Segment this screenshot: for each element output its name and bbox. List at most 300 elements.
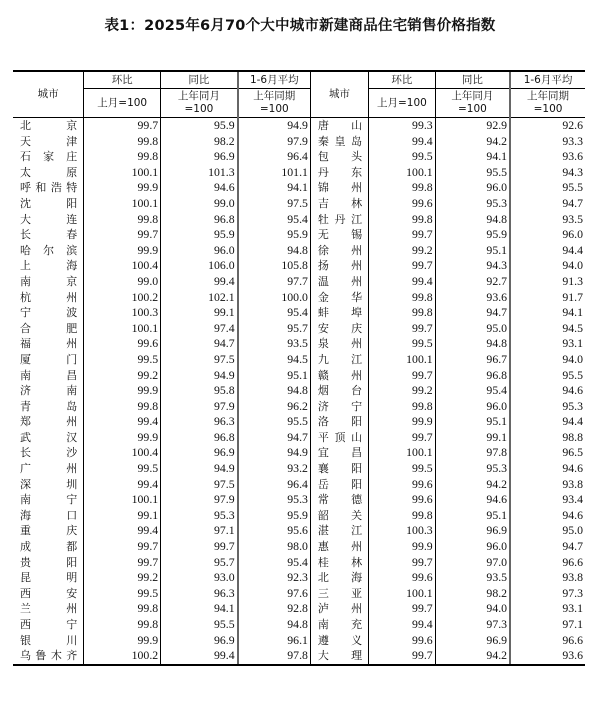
city-name — [13, 477, 84, 493]
city-name — [310, 165, 368, 181]
city-name-chars: 上 海 — [20, 259, 78, 273]
city-name-chars: 南 京 — [20, 274, 78, 288]
yoy-value: 95.5 — [161, 617, 238, 633]
city-name — [13, 305, 84, 321]
avg-value: 94.4 — [510, 243, 585, 259]
city-name — [310, 633, 368, 649]
mom-value: 99.5 — [369, 149, 436, 165]
city-name — [310, 523, 368, 539]
avg-value: 92.6 — [510, 118, 585, 134]
mom-value: 99.7 — [84, 227, 161, 243]
mom-value: 99.9 — [84, 383, 161, 399]
city-name-chars: 银 川 — [20, 633, 78, 647]
yoy-value: 96.8 — [161, 212, 238, 228]
city-name — [13, 258, 84, 274]
city-name-chars: 唐 山 — [317, 119, 363, 132]
city-name-chars: 大 理 — [317, 649, 363, 663]
yoy-value: 93.0 — [161, 570, 238, 586]
yoy-value: 96.9 — [161, 149, 238, 165]
city-name-chars: 济 南 — [20, 384, 78, 398]
city-name-chars: 南 宁 — [20, 493, 78, 507]
yoy-value: 97.5 — [161, 352, 238, 368]
yoy-value: 94.6 — [435, 492, 510, 508]
city-name-chars: 泸 州 — [317, 602, 363, 616]
city-name — [13, 399, 84, 415]
city-name-chars: 秦 皇 岛 — [317, 134, 363, 148]
city-name-chars: 岳 阳 — [317, 477, 363, 491]
mom-value: 99.9 — [84, 180, 161, 196]
city-name — [13, 445, 84, 461]
city-name — [310, 492, 368, 508]
mom-value: 99.8 — [369, 399, 436, 415]
avg-value: 97.6 — [238, 586, 311, 602]
mom-value: 99.0 — [84, 274, 161, 290]
yoy-value: 97.4 — [161, 321, 238, 337]
yoy-value: 97.9 — [161, 399, 238, 415]
city-name-chars: 郑 州 — [20, 415, 78, 429]
city-name — [310, 352, 368, 368]
table-row — [13, 212, 585, 228]
city-name — [310, 601, 368, 617]
yoy-value: 99.0 — [161, 196, 238, 212]
mom-value: 99.5 — [84, 352, 161, 368]
city-name-chars: 昆 明 — [20, 571, 78, 585]
table-row — [13, 492, 585, 508]
city-name-chars: 天 津 — [20, 134, 78, 148]
table-row — [13, 383, 585, 399]
yoy-value: 96.8 — [435, 368, 510, 384]
city-name — [310, 290, 368, 306]
city-name — [13, 414, 84, 430]
yoy-value: 92.9 — [435, 118, 510, 134]
avg-value: 97.8 — [238, 648, 311, 665]
city-name — [13, 336, 84, 352]
city-name — [310, 570, 368, 586]
yoy-value: 97.0 — [435, 555, 510, 571]
yoy-value: 99.7 — [161, 539, 238, 555]
city-name — [310, 414, 368, 430]
city-name-chars: 青 岛 — [20, 399, 78, 413]
yoy-value: 102.1 — [161, 290, 238, 306]
avg-value: 97.5 — [238, 196, 311, 212]
avg-value: 94.6 — [510, 383, 585, 399]
yoy-value: 95.8 — [161, 383, 238, 399]
avg-value: 96.6 — [510, 633, 585, 649]
mom-value: 99.7 — [369, 601, 436, 617]
header-mom: 环比 — [84, 71, 161, 89]
mom-value: 100.1 — [369, 586, 436, 602]
avg-value: 95.4 — [238, 305, 311, 321]
city-name-chars: 哈 尔 滨 — [20, 243, 78, 257]
mom-value: 100.1 — [369, 352, 436, 368]
avg-value: 93.5 — [238, 336, 311, 352]
avg-value: 98.0 — [238, 539, 311, 555]
mom-value: 99.2 — [84, 368, 161, 384]
table-row — [13, 258, 585, 274]
yoy-value: 97.9 — [161, 492, 238, 508]
header-city-right: 城市 — [310, 71, 368, 118]
city-name — [13, 180, 84, 196]
yoy-value: 94.1 — [435, 149, 510, 165]
yoy-value: 94.9 — [161, 368, 238, 384]
avg-value: 94.0 — [510, 258, 585, 274]
mom-value: 99.4 — [84, 477, 161, 493]
mom-value: 100.1 — [84, 492, 161, 508]
yoy-value: 101.3 — [161, 165, 238, 181]
city-name — [310, 648, 368, 665]
mom-value: 99.5 — [84, 586, 161, 602]
city-name — [310, 243, 368, 259]
mom-value: 99.9 — [84, 633, 161, 649]
mom-value: 100.3 — [84, 305, 161, 321]
city-name — [13, 383, 84, 399]
yoy-value: 97.1 — [161, 523, 238, 539]
mom-value: 99.2 — [84, 570, 161, 586]
header-yoy: 同比 — [161, 71, 238, 89]
avg-value: 94.6 — [510, 508, 585, 524]
city-name — [310, 539, 368, 555]
city-name-chars: 宁 波 — [20, 306, 78, 320]
city-name-chars: 赣 州 — [317, 368, 363, 382]
mom-value: 99.6 — [369, 492, 436, 508]
city-name-chars: 长 春 — [20, 228, 78, 242]
yoy-value: 95.3 — [161, 508, 238, 524]
header-avg-base-right: 上年同期 =100 — [510, 89, 585, 118]
header-yoy-right: 同比 — [435, 71, 510, 89]
header-yoy-base: 上年同月 =100 — [161, 89, 238, 118]
city-name — [310, 149, 368, 165]
city-name-chars: 丹 东 — [317, 165, 363, 179]
table-row — [13, 290, 585, 306]
table-row — [13, 352, 585, 368]
avg-value: 95.5 — [238, 414, 311, 430]
city-name-chars: 长 沙 — [20, 446, 78, 460]
table-row — [13, 227, 585, 243]
table-row — [13, 414, 585, 430]
mom-value: 99.4 — [369, 134, 436, 150]
mom-value: 99.7 — [84, 118, 161, 134]
city-name — [13, 227, 84, 243]
table-row — [13, 508, 585, 524]
mom-value: 99.4 — [369, 274, 436, 290]
city-name-chars: 西 安 — [20, 586, 78, 600]
city-name-chars: 北 京 — [20, 119, 78, 132]
city-name-chars: 蚌 埠 — [317, 306, 363, 320]
city-name-chars: 安 庆 — [317, 321, 363, 335]
mom-value: 99.9 — [84, 243, 161, 259]
avg-value: 95.5 — [510, 180, 585, 196]
mom-value: 99.8 — [84, 601, 161, 617]
city-name-chars: 西 宁 — [20, 618, 78, 631]
city-name-chars: 大 连 — [20, 212, 78, 226]
yoy-value: 96.8 — [161, 430, 238, 446]
yoy-value: 94.6 — [161, 180, 238, 196]
city-name-chars: 石 家 庄 — [20, 150, 78, 164]
table-row — [13, 321, 585, 337]
city-name-chars: 韶 关 — [317, 508, 363, 522]
mom-value: 100.1 — [369, 445, 436, 461]
yoy-value: 95.0 — [435, 321, 510, 337]
mom-value: 99.4 — [84, 414, 161, 430]
yoy-value: 96.9 — [435, 633, 510, 649]
avg-value: 96.4 — [238, 477, 311, 493]
avg-value: 96.4 — [238, 149, 311, 165]
city-name-chars: 金 华 — [317, 290, 363, 304]
city-name-chars: 九 江 — [317, 352, 363, 366]
yoy-value: 94.9 — [161, 461, 238, 477]
city-name-chars: 南 昌 — [20, 368, 78, 382]
header-avg-right: 1-6月平均 — [510, 71, 585, 89]
header-avg: 1-6月平均 — [238, 71, 311, 89]
city-name — [310, 196, 368, 212]
city-name — [310, 118, 368, 134]
table-row — [13, 134, 585, 150]
mom-value: 100.4 — [84, 445, 161, 461]
city-name-chars: 济 宁 — [317, 399, 363, 413]
avg-value: 95.0 — [510, 523, 585, 539]
city-name — [310, 586, 368, 602]
avg-value: 94.3 — [510, 165, 585, 181]
city-name — [310, 336, 368, 352]
mom-value: 99.8 — [84, 617, 161, 633]
city-name-chars: 湛 江 — [317, 524, 363, 538]
city-name-chars: 徐 州 — [317, 243, 363, 257]
mom-value: 99.6 — [369, 477, 436, 493]
city-name — [13, 212, 84, 228]
city-name — [13, 586, 84, 602]
table-title: 表1：2025年6月70个大中城市新建商品住宅销售价格指数 — [104, 18, 496, 34]
city-name — [13, 617, 84, 633]
table-row — [13, 633, 585, 649]
mom-value: 99.7 — [369, 648, 436, 665]
mom-value: 99.7 — [369, 368, 436, 384]
yoy-value: 93.5 — [435, 570, 510, 586]
mom-value: 100.2 — [84, 290, 161, 306]
city-name-chars: 海 口 — [20, 508, 78, 522]
mom-value: 99.8 — [369, 180, 436, 196]
yoy-value: 106.0 — [161, 258, 238, 274]
yoy-value: 96.0 — [161, 243, 238, 259]
mom-value: 99.7 — [369, 321, 436, 337]
city-name — [13, 523, 84, 539]
avg-value: 94.0 — [510, 352, 585, 368]
yoy-value: 98.2 — [161, 134, 238, 150]
city-name-chars: 兰 州 — [20, 602, 78, 616]
city-name — [13, 508, 84, 524]
yoy-value: 94.8 — [435, 336, 510, 352]
avg-value: 93.6 — [510, 149, 585, 165]
city-name — [13, 243, 84, 259]
mom-value: 99.7 — [369, 555, 436, 571]
yoy-value: 96.0 — [435, 180, 510, 196]
mom-value: 99.5 — [84, 461, 161, 477]
mom-value: 100.1 — [84, 321, 161, 337]
mom-value: 99.8 — [369, 212, 436, 228]
avg-value: 94.7 — [510, 196, 585, 212]
avg-value: 96.5 — [510, 445, 585, 461]
table-row — [13, 539, 585, 555]
yoy-value: 95.1 — [435, 243, 510, 259]
city-name — [310, 134, 368, 150]
avg-value: 100.0 — [238, 290, 311, 306]
mom-value: 99.4 — [369, 617, 436, 633]
yoy-value: 93.6 — [435, 290, 510, 306]
city-name-chars: 深 圳 — [20, 477, 78, 491]
avg-value: 97.3 — [510, 586, 585, 602]
table-row — [13, 555, 585, 571]
city-name-chars: 温 州 — [317, 274, 363, 288]
avg-value: 94.9 — [238, 445, 311, 461]
table-row — [13, 243, 585, 259]
yoy-value: 94.2 — [435, 134, 510, 150]
city-name-chars: 惠 州 — [317, 540, 363, 554]
mom-value: 100.4 — [84, 258, 161, 274]
mom-value: 99.8 — [84, 399, 161, 415]
mom-value: 99.9 — [369, 414, 436, 430]
avg-value: 94.1 — [510, 305, 585, 321]
mom-value: 99.7 — [369, 227, 436, 243]
yoy-value: 95.4 — [435, 383, 510, 399]
yoy-value: 99.4 — [161, 648, 238, 665]
city-name — [310, 258, 368, 274]
city-name-chars: 三 亚 — [317, 586, 363, 600]
city-name — [13, 149, 84, 165]
city-name — [310, 321, 368, 337]
avg-value: 95.4 — [238, 212, 311, 228]
city-name — [310, 212, 368, 228]
city-name — [310, 430, 368, 446]
avg-value: 97.1 — [510, 617, 585, 633]
yoy-value: 95.1 — [435, 508, 510, 524]
header-mom-right: 环比 — [369, 71, 436, 89]
yoy-value: 95.9 — [435, 227, 510, 243]
yoy-value: 96.0 — [435, 539, 510, 555]
avg-value: 94.7 — [510, 539, 585, 555]
city-name — [13, 368, 84, 384]
table-row — [13, 570, 585, 586]
table-row — [13, 368, 585, 384]
avg-value: 94.1 — [238, 180, 311, 196]
city-name-chars: 北 海 — [317, 571, 363, 585]
yoy-value: 94.7 — [161, 336, 238, 352]
avg-value: 93.1 — [510, 601, 585, 617]
avg-value: 96.6 — [510, 555, 585, 571]
yoy-value: 99.4 — [161, 274, 238, 290]
yoy-value: 96.0 — [435, 399, 510, 415]
city-name — [310, 305, 368, 321]
mom-value: 99.8 — [369, 508, 436, 524]
mom-value: 99.8 — [84, 212, 161, 228]
price-index-table — [13, 70, 585, 666]
city-name-chars: 杭 州 — [20, 290, 78, 304]
city-name — [310, 617, 368, 633]
mom-value: 99.5 — [369, 336, 436, 352]
city-name — [310, 227, 368, 243]
table-row — [13, 617, 585, 633]
mom-value: 99.8 — [84, 134, 161, 150]
avg-value: 94.8 — [238, 617, 311, 633]
avg-value: 105.8 — [238, 258, 311, 274]
city-name-chars: 包 头 — [317, 150, 363, 164]
yoy-value: 96.7 — [435, 352, 510, 368]
avg-value: 96.1 — [238, 633, 311, 649]
yoy-value: 94.2 — [435, 648, 510, 665]
avg-value: 93.6 — [510, 648, 585, 665]
city-name-chars: 乌 鲁 木 齐 — [20, 649, 78, 663]
avg-value: 93.8 — [510, 570, 585, 586]
city-name-chars: 泉 州 — [317, 337, 363, 351]
mom-value: 99.9 — [369, 539, 436, 555]
avg-value: 96.2 — [238, 399, 311, 415]
table-row — [13, 165, 585, 181]
city-name — [310, 368, 368, 384]
avg-value: 97.7 — [238, 274, 311, 290]
city-name-chars: 太 原 — [20, 165, 78, 179]
avg-value: 98.8 — [510, 430, 585, 446]
city-name — [13, 633, 84, 649]
city-name — [13, 570, 84, 586]
avg-value: 95.4 — [238, 555, 311, 571]
avg-value: 92.8 — [238, 601, 311, 617]
avg-value: 95.9 — [238, 508, 311, 524]
city-name — [13, 165, 84, 181]
mom-value: 100.3 — [369, 523, 436, 539]
avg-value: 93.8 — [510, 477, 585, 493]
yoy-value: 94.8 — [435, 212, 510, 228]
mom-value: 99.7 — [84, 539, 161, 555]
yoy-value: 99.1 — [161, 305, 238, 321]
avg-value: 95.1 — [238, 368, 311, 384]
avg-value: 94.8 — [238, 383, 311, 399]
table-row — [13, 461, 585, 477]
city-name-chars: 福 州 — [20, 337, 78, 351]
table-row — [13, 274, 585, 290]
avg-value: 94.8 — [238, 243, 311, 259]
city-name — [13, 555, 84, 571]
city-name — [13, 461, 84, 477]
yoy-value: 98.2 — [435, 586, 510, 602]
yoy-value: 94.7 — [435, 305, 510, 321]
header-yoy-base-right: 上年同月 =100 — [435, 89, 510, 118]
city-name — [13, 196, 84, 212]
yoy-value: 97.8 — [435, 445, 510, 461]
mom-value: 100.1 — [84, 165, 161, 181]
avg-value: 97.9 — [238, 134, 311, 150]
yoy-value: 95.5 — [435, 165, 510, 181]
yoy-value: 92.7 — [435, 274, 510, 290]
city-name — [310, 477, 368, 493]
avg-value: 95.3 — [238, 492, 311, 508]
avg-value: 91.3 — [510, 274, 585, 290]
avg-value: 93.5 — [510, 212, 585, 228]
yoy-value: 96.9 — [161, 445, 238, 461]
avg-value: 93.1 — [510, 336, 585, 352]
city-name — [13, 290, 84, 306]
avg-value: 95.6 — [238, 523, 311, 539]
yoy-value: 97.3 — [435, 617, 510, 633]
table-row — [13, 430, 585, 446]
city-name-chars: 武 汉 — [20, 430, 78, 444]
city-name-chars: 厦 门 — [20, 352, 78, 366]
city-name-chars: 重 庆 — [20, 524, 78, 538]
table-row — [13, 118, 585, 134]
avg-value: 95.7 — [238, 321, 311, 337]
avg-value: 93.4 — [510, 492, 585, 508]
mom-value: 100.1 — [369, 165, 436, 181]
city-name-chars: 常 德 — [317, 493, 363, 507]
mom-value: 99.7 — [369, 430, 436, 446]
city-name-chars: 合 肥 — [20, 321, 78, 335]
